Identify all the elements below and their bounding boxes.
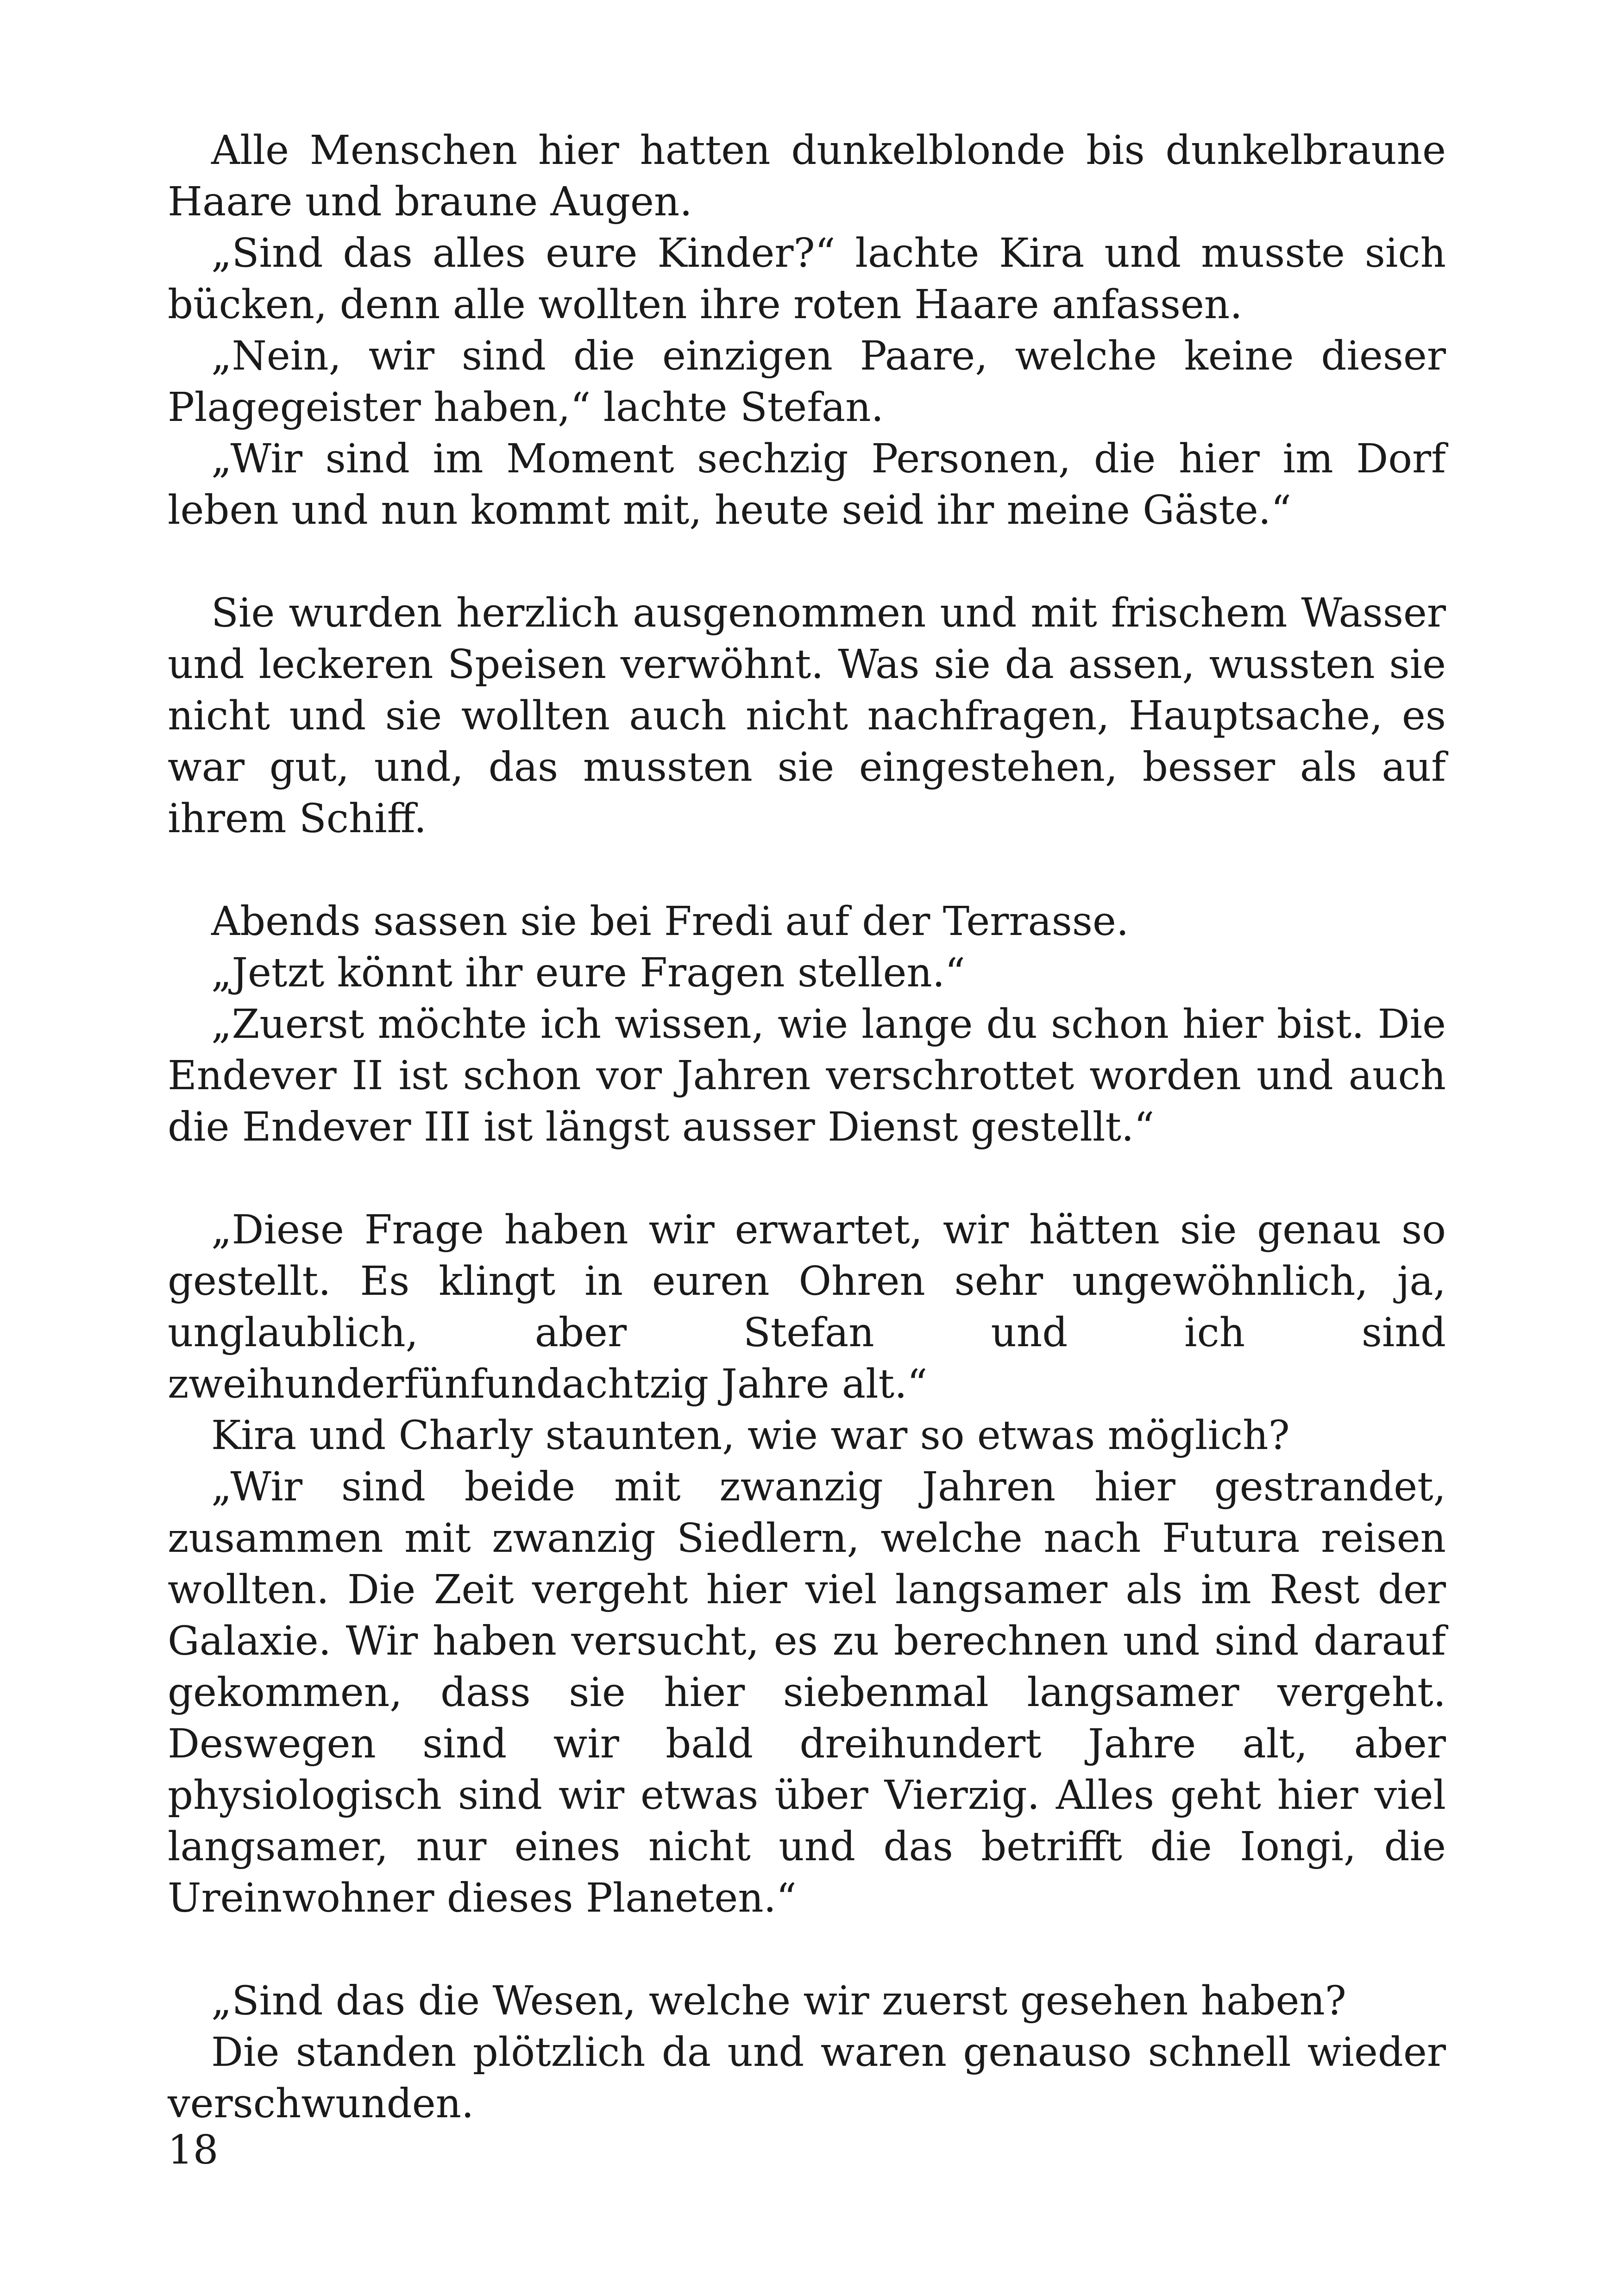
paragraph-gap	[168, 1924, 1446, 1976]
paragraph-gap	[168, 845, 1446, 896]
paragraph: Kira und Charly staunten, wie war so etwas möglich?	[211, 1412, 1290, 1459]
paragraph: „Jetzt könnt ihr eure Fragen stellen.“	[211, 950, 966, 996]
paragraph: Abends sassen sie bei Fredi auf der Terrasse.	[211, 898, 1129, 945]
paragraph: Die standen plötzlich da und waren genauso schnell wieder verschwunden.	[168, 2029, 1446, 2127]
paragraph: „Sind das die Wesen, welche wir zuerst gesehen haben?	[211, 1978, 1346, 2024]
paragraph: „Sind das alles eure Kinder?“ lachte Kira und musste sich bücken, denn alle wollten ihre roten Haare anfassen.	[168, 230, 1446, 328]
paragraph: „Nein, wir sind die einzigen Paare, welche keine dieser Plagegeister haben,“ lachte Stefan.	[168, 333, 1446, 431]
paragraph: Sie wurden herzlich ausgenommen und mit frischem Wasser und leckeren Speisen verwöhnt. Was sie da assen, wussten sie nicht und sie wollten auch nicht nachfragen, Hauptsache, es war gut, und, das mussten sie eingestehen, besser als auf ihrem Schiff.	[168, 590, 1446, 842]
paragraph-gap	[168, 1153, 1446, 1204]
paragraph: „Zuerst möchte ich wissen, wie lange du schon hier bist. Die Endever II ist schon vor Jahren verschrottet worden und auch die Endever III ist längst ausser Dienst gestellt.“	[168, 1001, 1446, 1150]
paragraph: „Wir sind beide mit zwanzig Jahren hier gestrandet, zusammen mit zwanzig Siedlern, welche nach Futura reisen wollten. Die Zeit vergeht hier viel langsamer als im Rest der Galaxie. Wir haben versucht, es zu berechnen und sind darauf gekommen, dass sie hier siebenmal langsamer vergeht. Deswegen sind wir bald dreihundert Jahre alt, aber physiologisch sind wir etwas über Vierzig. Alles geht hier viel langsamer, nur eines nicht und das betrifft die Iongi, die Ureinwohner dieses Planeten.“	[168, 1464, 1446, 1921]
paragraph-gap	[168, 536, 1446, 588]
page-number: 18	[168, 2127, 219, 2173]
body-text	[168, 125, 1446, 2130]
paragraph: „Wir sind im Moment sechzig Personen, die hier im Dorf leben und nun kommt mit, heute seid ihr meine Gäste.“	[168, 436, 1446, 533]
paragraph: Alle Menschen hier hatten dunkelblonde bis dunkelbraune Haare und braune Augen.	[168, 127, 1446, 225]
paragraph: „Diese Frage haben wir erwartet, wir hätten sie genau so gestellt. Es klingt in euren Ohren sehr ungewöhnlich, ja, unglaublich, aber Stefan und ich sind zweihunderfünfundachtzig Jahre alt.“	[168, 1207, 1446, 1407]
